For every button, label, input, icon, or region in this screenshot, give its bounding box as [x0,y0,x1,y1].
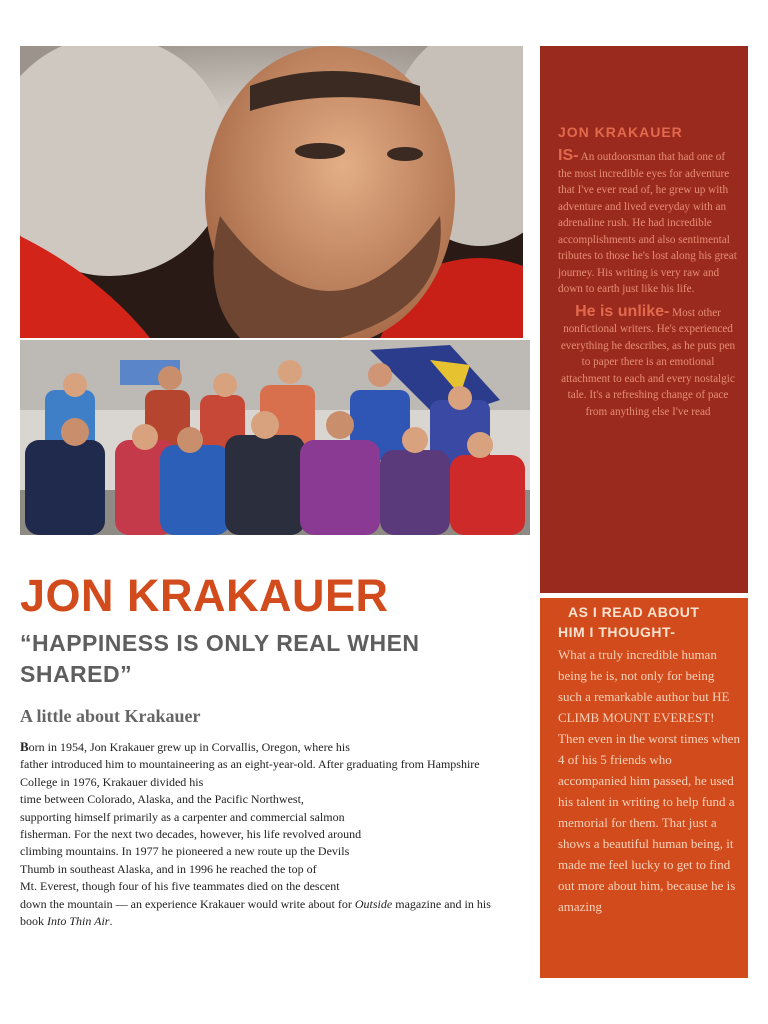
bio-line-2: father introduced him to mountaineering as an eight-year-old. After graduating from Hampshire [20,757,480,772]
bio-line-9: Mt. Everest, though four of his five teammates died on the descent [20,879,340,894]
unlike-lead: He is unlike- [575,302,670,320]
sidebar-heading: JON KRAKAUER [558,124,683,140]
sidebar-is-paragraph [558,148,738,298]
unlike-text: Most other nonfictional writers. He's experienced everything he describes, as he puts pen to paper there is an emotional attachment to each and every nostalgic tale. It's a refreshing change of pace from anything else I've read [560,306,736,418]
thoughts-heading-line2: HIM I THOUGHT- [558,624,676,640]
bio-line-10 [20,896,523,913]
bio-line-4: time between Colorado, Alaska, and the Pacific Northwest, [20,792,304,807]
magazine-title: Outside [354,896,393,911]
bio-line-1-text: orn in 1954, Jon Krakauer grew up in Corvallis, Oregon, where his [28,740,350,754]
section-subhead: A little about Krakauer [20,706,201,726]
bio-dropcap: B [20,739,29,754]
bio-line-3: College in 1976, Krakauer divided his [20,774,204,789]
bio-line-8: Thumb in southeast Alaska, and in 1996 he reached the top of [20,861,317,876]
bio-text [20,738,523,930]
bio-line-11-b: . [109,914,113,929]
bio-line-5: supporting himself primarily as a carpenter and commercial salmon [20,809,345,824]
page-title: JON KRAKAUER [20,570,389,621]
bio-line-6: fisherman. For the next two decades, however, his life revolved around [20,827,362,842]
book-title: Into Thin Air [47,914,110,929]
is-lead: IS- [558,147,579,164]
bio-line-7: climbing mountains. In 1977 he pioneered a new route up the Devils [20,844,350,859]
sidebar-unlike-paragraph [558,304,738,421]
bio-line-11 [20,913,523,930]
is-text: An outdoorsman that had one of the most incredible eyes for adventure that I've ever read of, he grew up with adventure and lived everyday with an adrenaline rush. He had incredible accomplishments and also sentimental tributes to those he's lost along his great journey. His writing is very raw and down to earth just like his life. [558,151,737,295]
sidebar-about [540,46,748,593]
thoughts-text: What a truly incredible human being he is, not only for being such a remarkable author but HE CLIMB MOUNT EVEREST! Then even in the worst times when 4 of his 5 friends who accompanied him passed, he used his talent in writing to help fund a memorial for them. That just a shows a beautiful human being, it made me feel lucky to get to find out more about him, because he is amazing [558,647,740,914]
portrait-photo [20,46,523,338]
bio-line-1 [20,738,523,756]
thoughts-heading [558,602,740,642]
bio-line-11-a: book [20,914,47,929]
thoughts-heading-line1: AS I READ ABOUT [568,604,700,620]
bio-line-10-a: down the mountain — an experience Krakauer would write about for [20,896,355,911]
sidebar-thoughts [540,598,748,978]
quote: “HAPPINESS IS ONLY REAL WHEN SHARED” [20,630,420,687]
bio-line-10-b: magazine and in his [392,896,491,911]
group-photo [20,340,530,535]
